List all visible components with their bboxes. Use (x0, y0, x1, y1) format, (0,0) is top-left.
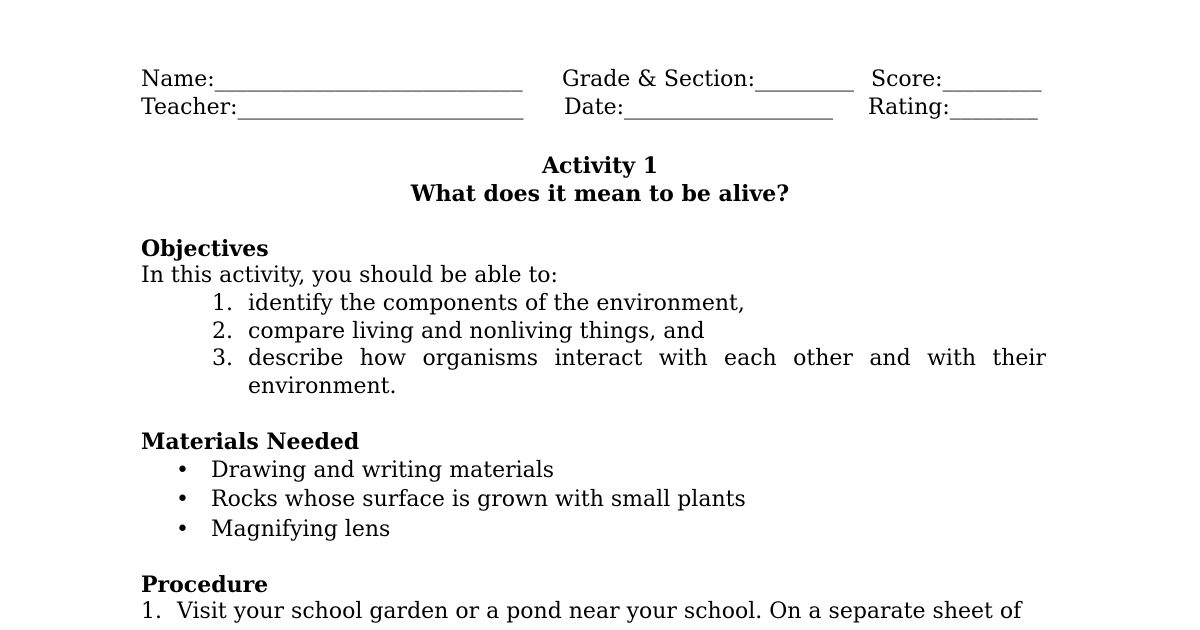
objective-item: compare living and nonliving things, and (248, 319, 705, 344)
objectives-heading: Objectives (141, 236, 269, 262)
grade-section-field: Grade & Section:_________ (562, 67, 854, 92)
rating-field: Rating:________ (868, 95, 1038, 120)
objective-item: describe how organisms interact with each other and with their (248, 346, 1046, 371)
material-item: Magnifying lens (211, 517, 391, 542)
objective-number: 1. (212, 291, 233, 316)
procedure-number: 1. (141, 599, 162, 624)
header-row-1 (141, 67, 1051, 97)
score-field: Score:_________ (871, 67, 1042, 92)
objectives-intro: In this activity, you should be able to: (141, 263, 558, 288)
bullet-icon: • (176, 458, 189, 483)
material-item: Drawing and writing materials (211, 458, 555, 483)
objective-item: identify the components of the environment, (248, 291, 745, 316)
objective-number: 3. (212, 346, 233, 371)
procedure-item: Visit your school garden or a pond near your school. On a separate sheet of (177, 599, 1022, 624)
teacher-field: Teacher:__________________________ (141, 95, 524, 120)
activity-title: What does it mean to be alive? (410, 181, 790, 207)
date-field: Date:___________________ (564, 95, 834, 120)
materials-heading: Materials Needed (141, 429, 360, 455)
objective-item-continued: environment. (248, 374, 397, 399)
objective-number: 2. (212, 319, 233, 344)
bullet-icon: • (176, 517, 189, 542)
activity-number: Activity 1 (541, 153, 659, 179)
header-row-2 (141, 95, 1051, 125)
procedure-heading: Procedure (141, 572, 269, 598)
name-field: Name:____________________________ (141, 67, 523, 92)
material-item: Rocks whose surface is grown with small plants (211, 487, 746, 512)
bullet-icon: • (176, 487, 189, 512)
